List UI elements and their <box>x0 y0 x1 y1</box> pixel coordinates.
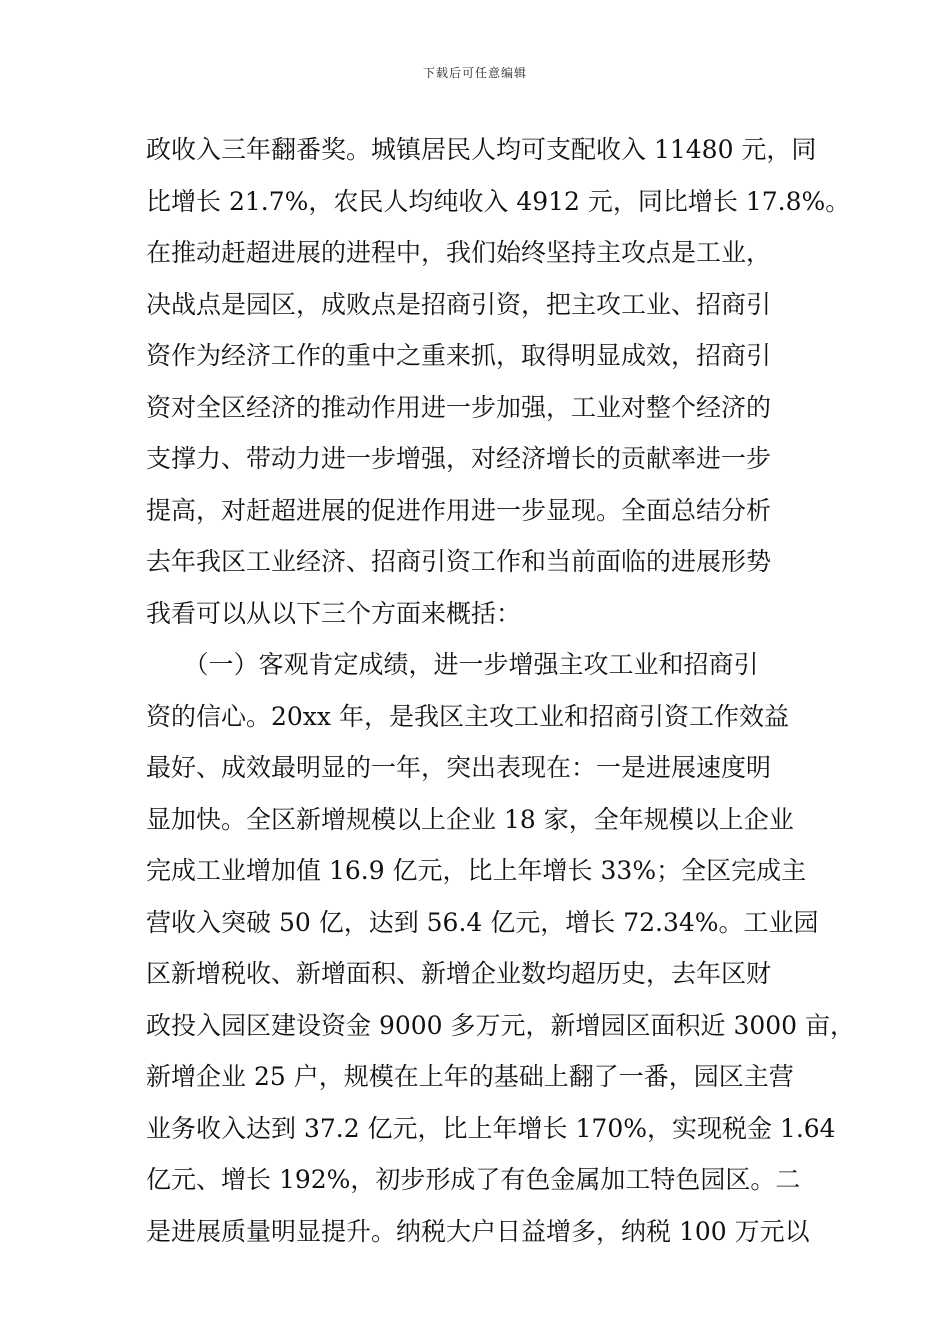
text-line: 比增长 21.7%，农民人均纯收入 4912 元，同比增长 17.8%。 <box>146 186 851 216</box>
text-line: 亿元、增长 192%，初步形成了有色金属加工特色园区。二 <box>146 1165 801 1194</box>
text-line: 资作为经济工作的重中之重来抓，取得明显成效，招商引 <box>146 341 772 370</box>
text-line: 业务收入达到 37.2 亿元，比上年增长 170%，实现税金 1.64 <box>146 1113 836 1143</box>
text-line: 显加快。全区新增规模以上企业 18 家，全年规模以上企业 <box>146 804 794 834</box>
page-header: 下载后可任意编辑 <box>422 66 527 80</box>
text-line: 资对全区经济的推动作用进一步加强，工业对整个经济的 <box>146 392 772 422</box>
text-line: 营收入突破 50 亿，达到 56.4 亿元，增长 72.34%。工业园 <box>146 907 819 937</box>
text-line: 在推动赶超进展的进程中，我们始终坚持主攻点是工业， <box>146 238 772 267</box>
text-line: 是进展质量明显提升。纳税大户日益增多，纳税 100 万元以 <box>146 1216 810 1246</box>
text-line: 完成工业增加值 16.9 亿元，比上年增长 33%；全区完成主 <box>146 856 807 885</box>
text-line: 我看可以从以下三个方面来概括： <box>146 598 522 628</box>
text-line: （一）客观肯定成绩，进一步增强主攻工业和招商引 <box>146 650 759 679</box>
text-line: 政投入园区建设资金 9000 多万元，新增园区面积近 3000 亩， <box>146 1010 856 1040</box>
document-body <box>146 124 856 1257</box>
text-line: 支撑力、带动力进一步增强，对经济增长的贡献率进一步 <box>146 444 772 473</box>
text-line: 政收入三年翻番奖。城镇居民人均可支配收入 11480 元，同 <box>146 135 817 164</box>
text-line: 新增企业 25 户，规模在上年的基础上翻了一番，园区主营 <box>146 1062 794 1091</box>
text-line: 去年我区工业经济、招商引资工作和当前面临的进展形势 <box>146 547 772 576</box>
text-line: 最好、成效最明显的一年，突出表现在：一是进展速度明 <box>146 753 772 782</box>
text-line: 提高，对赶超进展的促进作用进一步显现。全面总结分析 <box>146 495 772 525</box>
text-line: 资的信心。20xx 年，是我区主攻工业和招商引资工作效益 <box>146 701 789 731</box>
text-line: 区新增税收、新增面积、新增企业数均超历史，去年区财 <box>146 959 772 988</box>
text-line: 决战点是园区，成败点是招商引资，把主攻工业、招商引 <box>146 289 772 319</box>
